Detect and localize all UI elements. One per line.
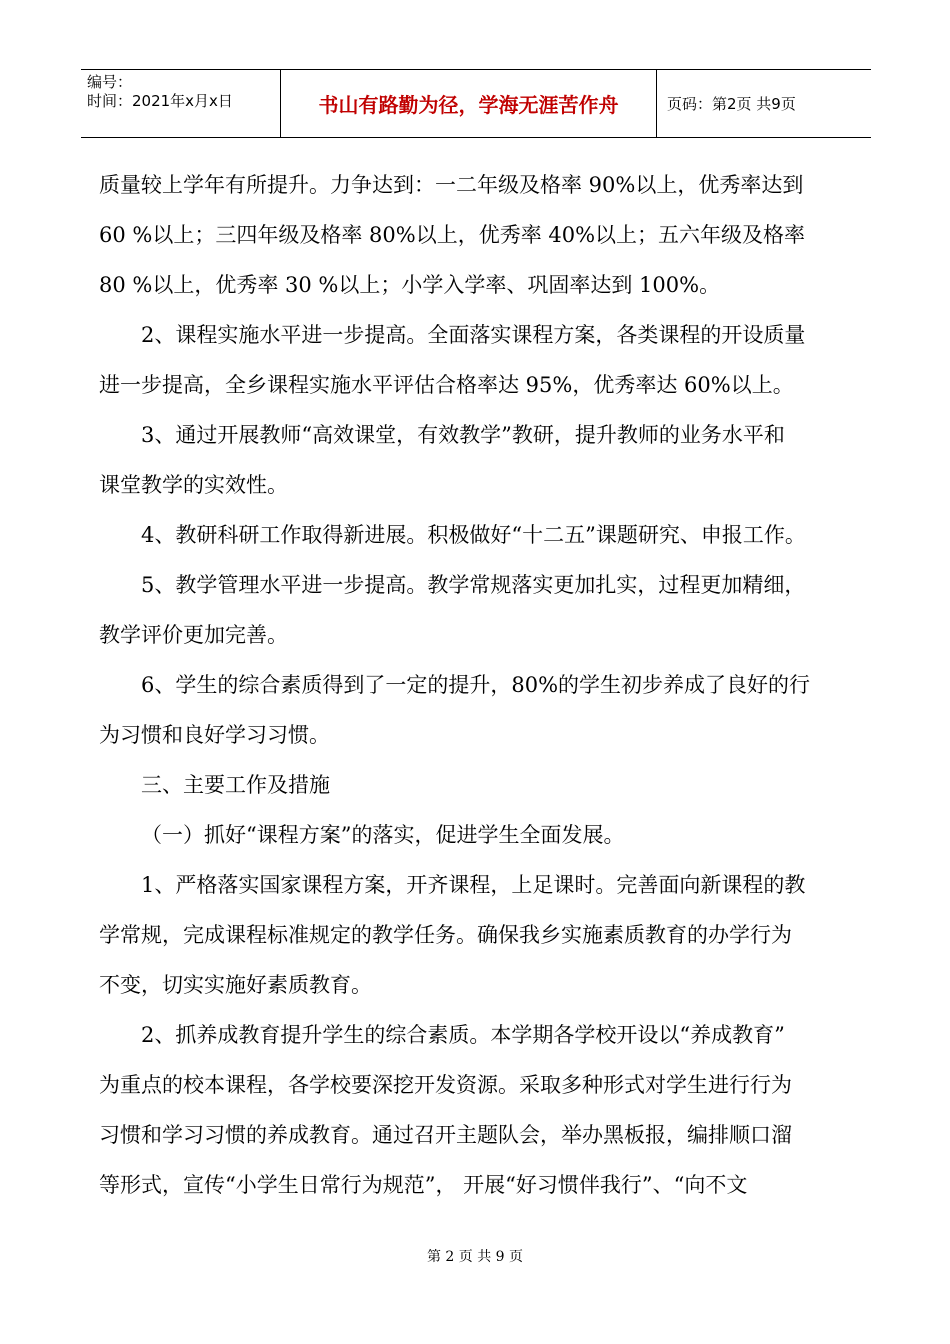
body-line: 3、通过开展教师“高效课堂，有效教学”教研，提升教师的业务水平和 (141, 423, 785, 447)
header-motto: 书山有路勤为径，学海无涯苦作舟 (281, 70, 657, 137)
header-page-info: 页码：第2页 共9页 (667, 95, 796, 113)
body-line: 为习惯和良好学习习惯。 (99, 723, 330, 747)
document-header (81, 69, 871, 138)
time-label: 时间：2021年x月x日 (87, 92, 233, 110)
body-line: 6、学生的综合素质得到了一定的提升，80%的学生初步养成了良好的行 (141, 673, 811, 697)
document-body (99, 160, 855, 1210)
body-line: 5、教学管理水平进一步提高。教学常规落实更加扎实，过程更加精细， (141, 573, 806, 597)
number-label: 编号： (87, 73, 133, 91)
body-line: 教学评价更加完善。 (99, 623, 288, 647)
body-line: 为重点的校本课程，各学校要深挖开发资源。采取多种形式对学生进行行为 (99, 1073, 792, 1097)
body-line: 2、抓养成教育提升学生的综合素质。本学期各学校开设以“养成教育” (141, 1023, 785, 1047)
body-line: 习惯和学习习惯的养成教育。通过召开主题队会，举办黑板报，编排顺口溜 (99, 1123, 792, 1147)
page-footer: 第 2 页 共 9 页 (426, 1249, 524, 1265)
body-line: 1、严格落实国家课程方案，开齐课程，上足课时。完善面向新课程的教 (141, 873, 806, 897)
header-meta (81, 70, 281, 137)
body-line: 80 %以上，优秀率 30 %以上；小学入学率、巩固率达到 100%。 (99, 273, 721, 297)
body-line: 质量较上学年有所提升。力争达到：一二年级及格率 90%以上，优秀率达到 (99, 173, 804, 197)
body-line: （一）抓好“课程方案”的落实，促进学生全面发展。 (141, 823, 625, 847)
body-line: 课堂教学的实效性。 (99, 473, 288, 497)
body-line: 三、主要工作及措施 (141, 773, 330, 797)
body-line: 4、教研科研工作取得新进展。积极做好“十二五”课题研究、申报工作。 (141, 523, 806, 547)
body-line: 学常规，完成课程标准规定的教学任务。确保我乡实施素质教育的办学行为 (99, 923, 792, 947)
body-line: 2、课程实施水平进一步提高。全面落实课程方案，各类课程的开设质量 (141, 323, 806, 347)
body-line: 不变，切实实施好素质教育。 (99, 973, 372, 997)
body-line: 等形式，宣传“小学生日常行为规范”， 开展“好习惯伴我行”、“向不文 (99, 1173, 748, 1197)
body-line: 进一步提高，全乡课程实施水平评估合格率达 95%，优秀率达 60%以上。 (99, 373, 794, 397)
body-line: 60 %以上；三四年级及格率 80%以上，优秀率 40%以上；五六年级及格率 (99, 223, 806, 247)
